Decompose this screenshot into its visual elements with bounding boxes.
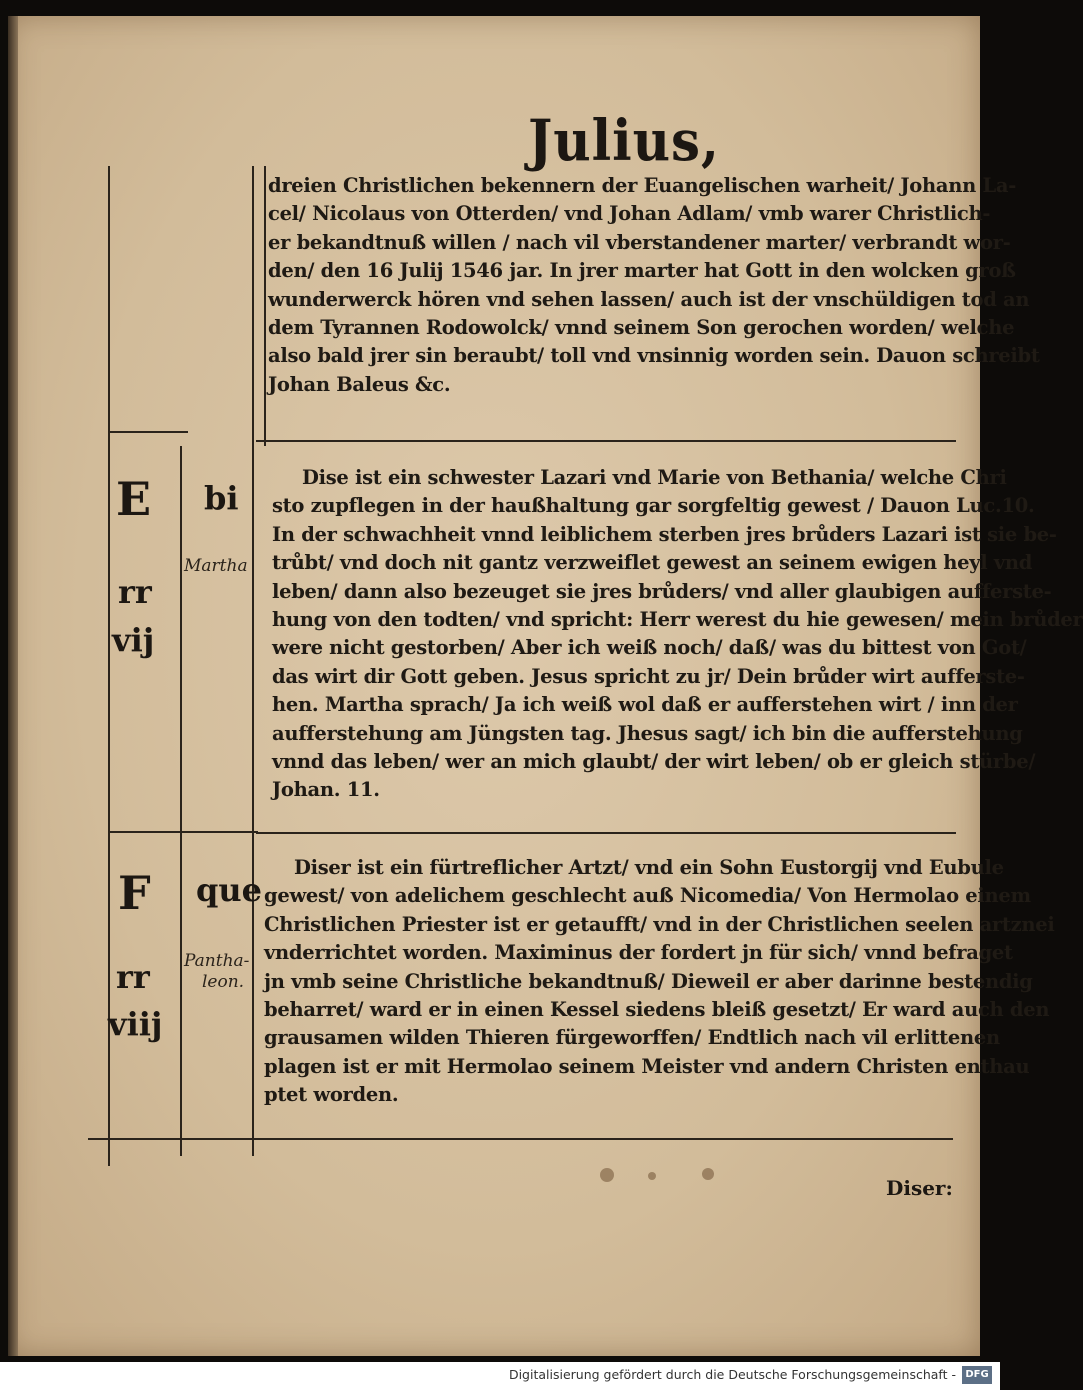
text-line: hung von den todten/ vnd spricht: Herr werest du hie gewesen/ mein brůder — [272, 608, 1083, 632]
text-line: Dise ist ein schwester Lazari vnd Marie von Bethania/ welche Chri — [302, 466, 1007, 489]
page-title: Julius, — [528, 108, 720, 174]
text-line: Diser ist ein fürtreflicher Artzt/ vnd ein Sohn Eustorgij vnd Eubule — [294, 856, 1004, 879]
text-line: ptet worden. — [264, 1083, 399, 1107]
text-line: aufferstehung am Jüngsten tag. Jhesus sagt/ ich bin die aufferstehung — [272, 721, 1023, 745]
text-line: beharret/ ward er in einen Kessel siedens bleiß gesetzt/ Er ward auch den — [264, 998, 1050, 1022]
text-line: dreien Christlichen bekennern der Euangelischen warheit/ Johann La- — [268, 174, 1017, 197]
continuation-column-rule — [264, 166, 266, 446]
text-line: er bekandtnuß willen / nach vil vberstandener marter/ verbrandt wor- — [268, 230, 1011, 254]
calendar-syllable: que — [196, 871, 262, 909]
text-line: grausamen wilden Thieren fürgeworffen/ Endtlich nach vil erlittenen — [264, 1026, 1000, 1050]
text-line: vnderrichtet worden. Maximinus der fordert jn für sich/ vnnd befraget — [264, 941, 1013, 965]
text-line: also bald jrer sin beraubt/ toll vnd vnsinnig worden sein. Dauon schreibt — [268, 344, 1040, 368]
page-bottom-rule — [88, 1138, 953, 1140]
calendar-syllable: bi — [204, 479, 239, 517]
day-numeral-top: rr — [116, 958, 150, 996]
day-numeral-bottom: viij — [108, 1005, 163, 1043]
saint-name — [184, 951, 249, 993]
entry-paragraph-pantaleon — [264, 854, 1055, 1110]
dominical-letter: F — [118, 866, 151, 920]
catchword: Diser: — [886, 1176, 953, 1200]
text-column-rule — [252, 166, 254, 1156]
continuation-paragraph — [268, 172, 1040, 399]
book-page — [8, 16, 1083, 1356]
text-line: cel/ Nicolaus von Otterden/ vnd Johan Adlam/ vmb warer Christlich- — [268, 202, 991, 226]
text-line: das wirt dir Gott geben. Jesus spricht zu jr/ Dein brůder wirt aufferste- — [272, 664, 1025, 688]
saint-name-line: leon. — [202, 972, 245, 992]
text-line: dem Tyrannen Rodowolck/ vnnd seinem Son gerochen worden/ welche — [268, 316, 1015, 340]
page-binding-edge — [8, 16, 18, 1356]
middle-column-rule — [180, 446, 182, 1156]
text-line: wunderwerck hören vnd sehen lassen/ auch ist der vnschüldigen tod an — [268, 287, 1030, 311]
text-line: hen. Martha sprach/ Ja ich weiß wol daß er aufferstehen wirt / inn der — [272, 693, 1018, 717]
entry-paragraph-martha — [272, 464, 1083, 805]
digitization-footer — [0, 1362, 1000, 1390]
entry-divider-2 — [256, 832, 956, 834]
text-line: sto zupflegen in der haußhaltung gar sorgfeltig gewest / Dauon Luc.10. — [272, 494, 1035, 518]
day-numeral-top: rr — [118, 573, 152, 611]
ink-blot — [600, 1168, 614, 1182]
ink-blot — [648, 1172, 656, 1180]
dfg-logo-icon: DFG — [962, 1366, 992, 1384]
text-line: trůbt/ vnd doch nit gantz verzweiflet gewest an seinem ewigen heyl vnd — [272, 551, 1033, 575]
footer-credit: Digitalisierung gefördert durch die Deutsche Forschungsgemeinschaft - — [508, 1367, 956, 1382]
saint-name-line: Pantha- — [184, 951, 250, 971]
saint-name-line: Martha — [184, 556, 248, 576]
row-divider-short-2 — [108, 831, 258, 833]
text-line: leben/ dann also bezeuget sie jres brůders/ vnd aller glaubigen aufferste- — [272, 579, 1052, 603]
text-line: Johan Baleus &c. — [268, 372, 451, 396]
text-line: gewest/ von adelichem geschlecht auß Nicomedia/ Von Hermolao einem — [264, 884, 1031, 908]
text-line: vnnd das leben/ wer an mich glaubt/ der wirt leben/ ob er gleich stürbe/ — [272, 750, 1036, 774]
text-line: In der schwachheit vnnd leiblichem sterben jres brůders Lazari ist sie be- — [272, 522, 1057, 546]
text-line: were nicht gestorben/ Aber ich weiß noch/ daß/ was du bittest von Got/ — [272, 636, 1027, 660]
saint-name — [184, 556, 248, 577]
ink-blot — [702, 1168, 714, 1180]
text-line: Johan. 11. — [272, 778, 380, 802]
row-divider-short — [108, 431, 188, 433]
text-line: Christlichen Priester ist er getaufft/ vnd in der Christlichen seelen artznei — [264, 912, 1055, 936]
day-numeral-bottom: vij — [112, 621, 155, 659]
text-line: jn vmb seine Christliche bekandtnuß/ Dieweil er aber darinne bestendig — [264, 969, 1033, 993]
dominical-letter: E — [116, 472, 152, 526]
entry-divider-1 — [256, 440, 956, 442]
text-line: plagen ist er mit Hermolao seinem Meister vnd andern Christen enthau — [264, 1054, 1030, 1078]
text-line: den/ den 16 Julij 1546 jar. In jrer marter hat Gott in den wolcken groß — [268, 259, 1016, 283]
